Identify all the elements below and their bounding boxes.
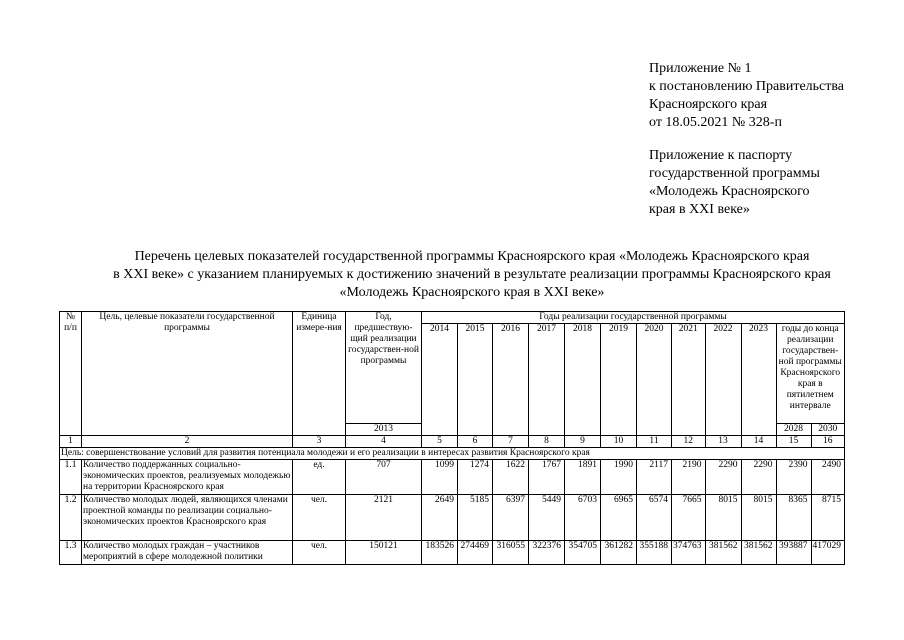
column-number: 13 (705, 436, 741, 448)
row-unit: чел. (293, 541, 346, 565)
row-value: 6703 (565, 495, 601, 541)
column-number: 2 (82, 436, 293, 448)
row-value: 381562 (705, 541, 741, 565)
header-end-year: 2030 (811, 424, 845, 436)
row-value: 354705 (565, 541, 601, 565)
row-value: 322376 (529, 541, 565, 565)
row-value: 1274 (458, 460, 493, 495)
column-numbers-row (60, 436, 845, 448)
row-value: 381562 (741, 541, 776, 565)
column-number: 4 (346, 436, 422, 448)
row-num: 1.3 (60, 541, 82, 565)
passport-appendix-header (649, 147, 820, 219)
document-title (60, 248, 884, 302)
row-value: 707 (346, 460, 422, 495)
row-value: 2290 (741, 460, 776, 495)
header-year: 2020 (637, 324, 672, 436)
column-number: 8 (529, 436, 565, 448)
row-value: 8715 (811, 495, 845, 541)
row-value: 7665 (672, 495, 706, 541)
header-num: № п/п (60, 312, 82, 436)
header-goal: Цель, целевые показатели государственной программы (82, 312, 293, 436)
row-value: 8015 (705, 495, 741, 541)
row-value: 417029 (811, 541, 845, 565)
row-value: 5185 (458, 495, 493, 541)
column-number: 15 (776, 436, 811, 448)
row-value: 361282 (601, 541, 637, 565)
row-value: 2649 (422, 495, 458, 541)
row-value: 374763 (672, 541, 706, 565)
goal-row: Цель: совершенствование условий для развития потенциала молодежи и его реализации в интересах развития Красноярского края (60, 448, 845, 460)
appendix-header (649, 60, 844, 132)
header-year: 2015 (458, 324, 493, 436)
row-value: 2121 (346, 495, 422, 541)
header-year: 2017 (529, 324, 565, 436)
header-year: 2014 (422, 324, 458, 436)
row-value: 8015 (741, 495, 776, 541)
title-line: Перечень целевых показателей государственной программы Красноярского края «Молодежь Красноярского края (134, 249, 810, 264)
indicators-table (59, 311, 845, 565)
row-value: 6397 (493, 495, 529, 541)
header-prev-year: Год, предшествую-щий реализации государствен-ной программы (346, 312, 422, 424)
column-number: 14 (741, 436, 776, 448)
row-value: 1990 (601, 460, 637, 495)
column-number: 10 (601, 436, 637, 448)
row-value: 2190 (672, 460, 706, 495)
row-value: 6965 (601, 495, 637, 541)
row-value: 316055 (493, 541, 529, 565)
header-year: 2023 (741, 324, 776, 436)
row-num: 1.2 (60, 495, 82, 541)
passport-line: «Молодежь Красноярского (649, 184, 810, 199)
header-year: 2018 (565, 324, 601, 436)
row-value: 1767 (529, 460, 565, 495)
row-value: 355188 (637, 541, 672, 565)
column-number: 1 (60, 436, 82, 448)
row-value: 183526 (422, 541, 458, 565)
title-line: в XXI веке» с указанием планируемых к достижению значений в результате реализации программы Красноярского края (113, 267, 831, 282)
column-number: 9 (565, 436, 601, 448)
appendix-line: к постановлению Правительства (649, 79, 845, 94)
row-value: 8365 (776, 495, 811, 541)
passport-line: Приложение к паспорту (649, 148, 793, 163)
passport-line: государственной программы (649, 166, 820, 181)
row-value: 1099 (422, 460, 458, 495)
row-value: 2390 (776, 460, 811, 495)
header-year: 2016 (493, 324, 529, 436)
row-indicator: Количество поддержанных социально-экономических проектов, реализуемых молодежью на территории Красноярского края (82, 460, 293, 495)
passport-line: края в XXI веке» (649, 202, 750, 217)
column-number: 11 (637, 436, 672, 448)
row-num: 1.1 (60, 460, 82, 495)
header-year: 2019 (601, 324, 637, 436)
column-number: 16 (811, 436, 845, 448)
row-indicator: Количество молодых людей, являющихся членами проектной команды по реализации социально-экономических проектов Красноярского края (82, 495, 293, 541)
row-indicator: Количество молодых граждан – участников мероприятий в сфере молодежной политики (82, 541, 293, 565)
row-value: 2117 (637, 460, 672, 495)
appendix-line: Красноярского края (649, 97, 768, 112)
title-line: «Молодежь Красноярского края в XXI веке» (339, 285, 605, 300)
row-value: 1622 (493, 460, 529, 495)
row-value: 5449 (529, 495, 565, 541)
header-years-group: Годы реализации государственной программы (422, 312, 845, 324)
column-number: 3 (293, 436, 346, 448)
header-prev-year-value: 2013 (346, 424, 422, 436)
column-number: 5 (422, 436, 458, 448)
header-unit: Единица измере-ния (293, 312, 346, 436)
header-end-year: 2028 (776, 424, 811, 436)
header-year: 2021 (672, 324, 706, 436)
table-row (60, 495, 845, 541)
column-number: 6 (458, 436, 493, 448)
header-year: 2022 (705, 324, 741, 436)
row-value: 393887 (776, 541, 811, 565)
appendix-line: Приложение № 1 (649, 61, 752, 76)
table-row (60, 460, 845, 495)
appendix-line: от 18.05.2021 № 328-п (649, 115, 782, 130)
row-value: 2490 (811, 460, 845, 495)
column-number: 12 (672, 436, 706, 448)
column-number: 7 (493, 436, 529, 448)
header-end-period: годы до конца реализации государствен-ной программы Красноярского края в пятилетнем интервале (776, 324, 845, 424)
row-value: 2290 (705, 460, 741, 495)
row-value: 6574 (637, 495, 672, 541)
row-value: 150121 (346, 541, 422, 565)
row-unit: ед. (293, 460, 346, 495)
row-unit: чел. (293, 495, 346, 541)
row-value: 274469 (458, 541, 493, 565)
table-row (60, 541, 845, 565)
row-value: 1891 (565, 460, 601, 495)
